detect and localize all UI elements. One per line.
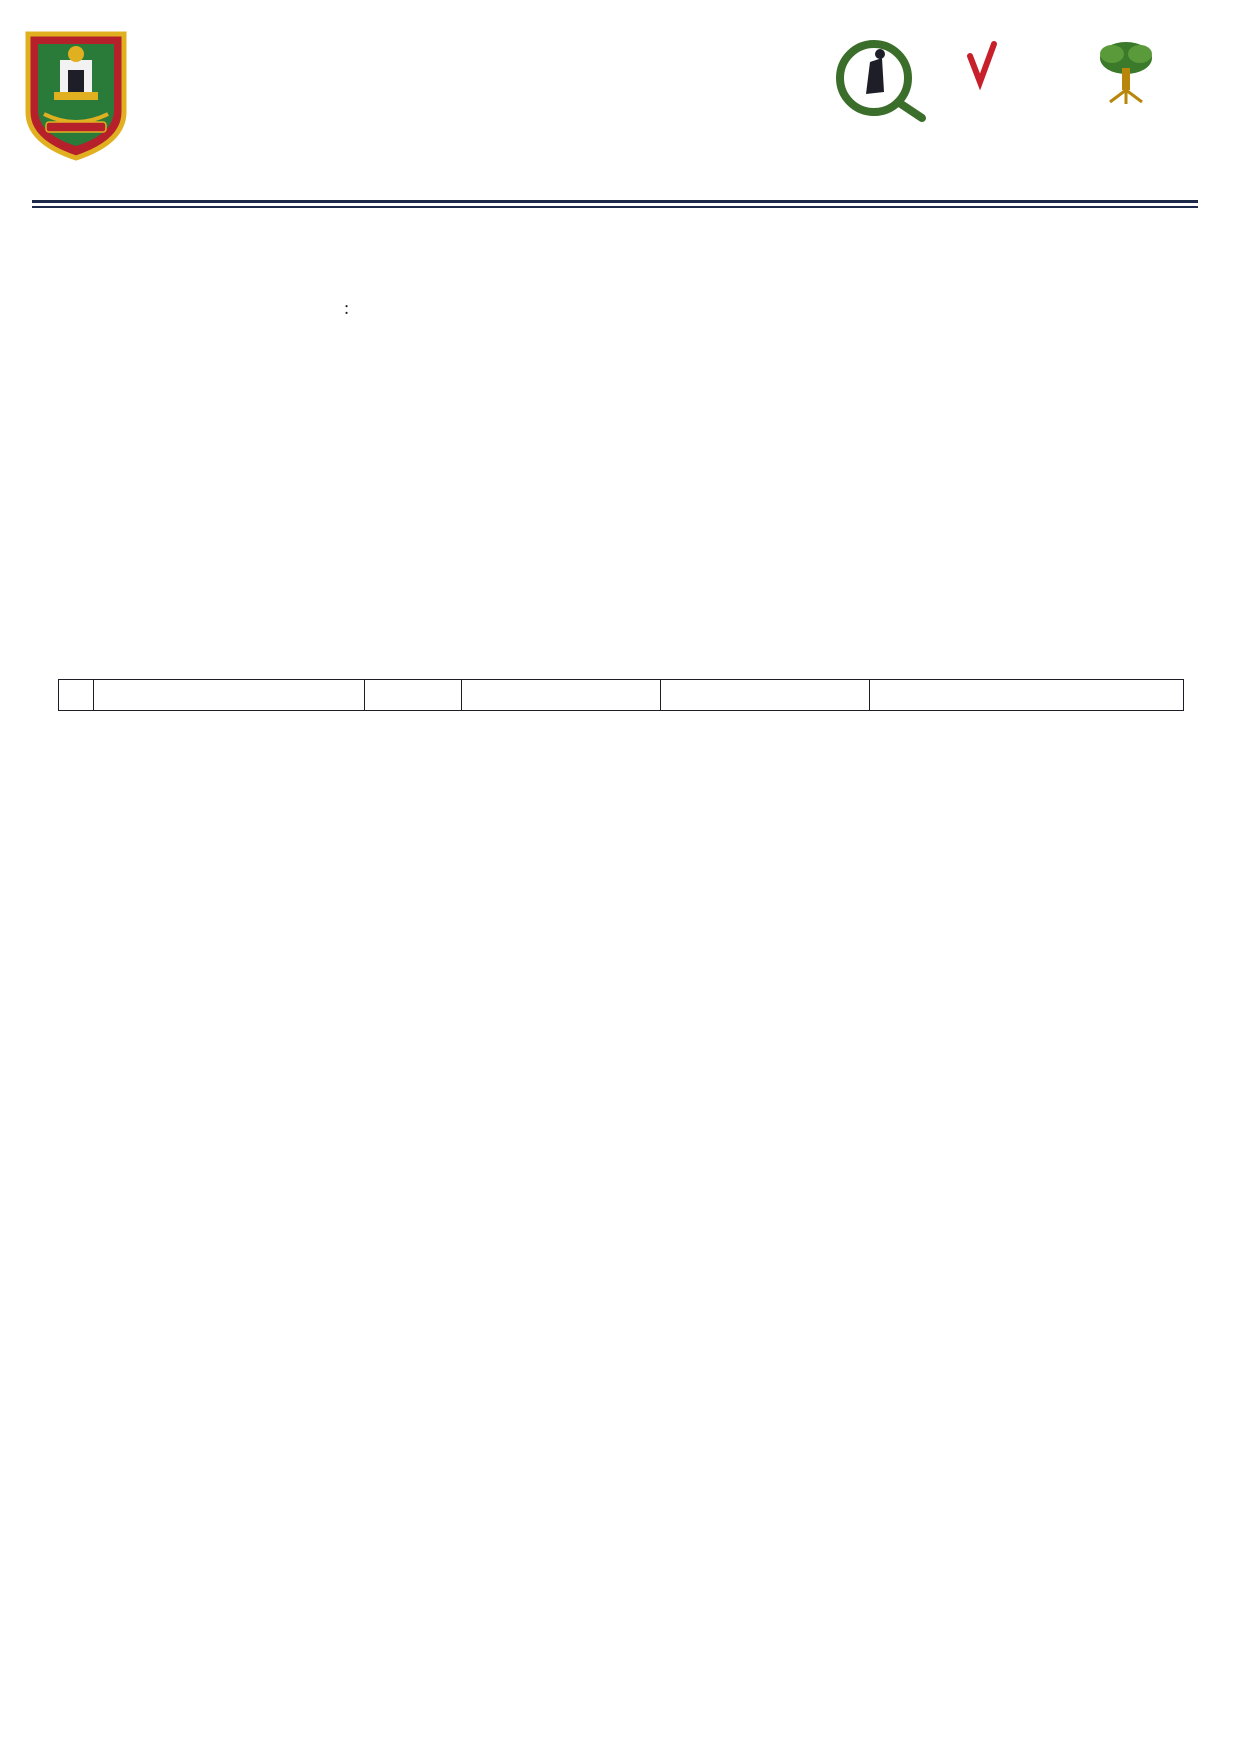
header-divider-thin	[32, 206, 1198, 208]
table-header-row	[59, 680, 1184, 711]
metadata-label	[58, 298, 344, 321]
kalk-logo-icon	[826, 34, 956, 124]
metadata-value	[360, 298, 1178, 321]
province-emblem-icon	[24, 30, 128, 162]
results-table	[58, 679, 1184, 711]
report-metadata	[58, 294, 1178, 327]
column-header	[661, 680, 870, 711]
letterhead	[0, 0, 1240, 220]
column-header	[870, 680, 1184, 711]
column-header	[94, 680, 365, 711]
column-header	[365, 680, 462, 711]
metadata-colon: :	[344, 299, 350, 319]
column-header	[462, 680, 661, 711]
kan-accreditation-logo-icon	[966, 38, 1084, 118]
competency-tree-logo-icon	[1086, 38, 1166, 120]
metadata-row-description	[58, 294, 1178, 327]
column-header	[59, 680, 94, 711]
header-divider-thick	[32, 200, 1198, 203]
